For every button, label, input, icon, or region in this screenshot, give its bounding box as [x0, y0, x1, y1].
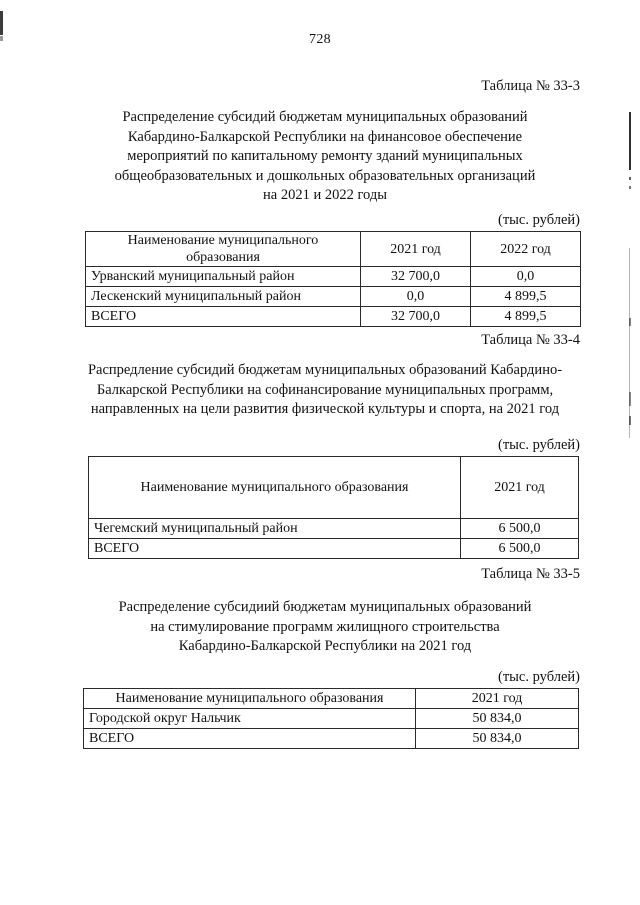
table-row: [84, 709, 579, 729]
cell-amount-2022: 0,0: [471, 267, 581, 287]
title-line: Распределение субсидиий бюджетам муниципальных образований: [118, 599, 532, 615]
cell-total-2021: 6 500,0: [461, 539, 579, 559]
document-title-33-4: [70, 361, 580, 420]
title-line: направленных на цели развития физической культуры и спорта, на 2021 год: [90, 401, 560, 417]
table-header-row: [84, 689, 579, 709]
column-header-year-2021: 2021 год: [416, 689, 579, 709]
scan-artifact-right-speck-3: [629, 318, 631, 326]
units-note-33-4: (тыс. рублей): [498, 437, 580, 453]
column-header-year-2021: 2021 год: [461, 457, 579, 519]
scan-artifact-right-speck-2: [629, 186, 631, 189]
table-header-row: [89, 457, 579, 519]
title-line: на 2021 и 2022 годы: [263, 187, 387, 203]
title-line: общеобразовательных и дошкольных образовательных организаций: [114, 167, 536, 184]
scan-artifact-right-bar: [629, 112, 631, 170]
scan-artifact-right-speck-4: [629, 392, 631, 406]
column-header-name: Наименование муниципального образования: [89, 457, 461, 519]
cell-total-label: ВСЕГО: [89, 539, 461, 559]
cell-amount-2021: 6 500,0: [461, 519, 579, 539]
subsidies-table-33-3: [85, 231, 581, 327]
cell-total-label: ВСЕГО: [84, 729, 416, 749]
units-note-33-5: (тыс. рублей): [498, 669, 580, 685]
cell-municipality: Лескенский муниципальный район: [86, 287, 361, 307]
cell-amount-2021: 0,0: [361, 287, 471, 307]
subsidies-table-33-4: [88, 456, 579, 559]
title-line: Кабардино-Балкарской Республики на 2021 год: [178, 638, 472, 654]
table-total-row: [84, 729, 579, 749]
units-note-33-3: (тыс. рублей): [498, 212, 580, 228]
cell-amount-2021: 50 834,0: [416, 709, 579, 729]
cell-total-2021: 50 834,0: [416, 729, 579, 749]
table-row: [86, 267, 581, 287]
cell-total-label: ВСЕГО: [86, 307, 361, 327]
column-header-year-2021: 2021 год: [361, 232, 471, 267]
scan-artifact-right-speck-5: [629, 416, 631, 425]
table-caption-33-4: Таблица № 33-4: [481, 332, 580, 348]
page-number: 728: [309, 32, 331, 47]
table-row: [89, 519, 579, 539]
table-total-row: [86, 307, 581, 327]
column-header-year-2022: 2022 год: [471, 232, 581, 267]
cell-amount-2022: 4 899,5: [471, 287, 581, 307]
title-line: мероприятий по капитальному ремонту зданий муниципальных: [127, 148, 523, 164]
subsidies-table-33-5: [83, 688, 579, 749]
table-caption-33-3: Таблица № 33-3: [481, 78, 580, 94]
cell-municipality: Чегемский муниципальный район: [89, 519, 461, 539]
title-line: Кабардино-Балкарской Республики на финансовое обеспечение: [127, 128, 523, 145]
table-row: [86, 287, 581, 307]
table-header-row: [86, 232, 581, 267]
title-line: Распредление субсидий бюджетам муниципальных образований Кабардино-: [87, 362, 563, 378]
column-header-name: Наименование муниципального образования: [84, 689, 416, 709]
cell-municipality: Городской округ Нальчик: [84, 709, 416, 729]
cell-amount-2021: 32 700,0: [361, 267, 471, 287]
document-title-33-5: [70, 598, 580, 657]
document-title-33-3: [70, 108, 580, 206]
cell-total-2022: 4 899,5: [471, 307, 581, 327]
title-line: Балкарской Республики на софинансирование муниципальных программ,: [96, 381, 554, 398]
cell-municipality: Урванский муниципальный район: [86, 267, 361, 287]
cell-total-2021: 32 700,0: [361, 307, 471, 327]
table-total-row: [89, 539, 579, 559]
scan-artifact-right-line: [629, 248, 630, 438]
title-line: на стимулирование программ жилищного строительства: [150, 618, 500, 635]
column-header-name: Наименование муниципального образования: [86, 232, 361, 267]
table-caption-33-5: Таблица № 33-5: [481, 566, 580, 582]
title-line: Распределение субсидий бюджетам муниципальных образований: [122, 109, 528, 125]
scan-artifact-right-speck-1: [629, 177, 631, 180]
